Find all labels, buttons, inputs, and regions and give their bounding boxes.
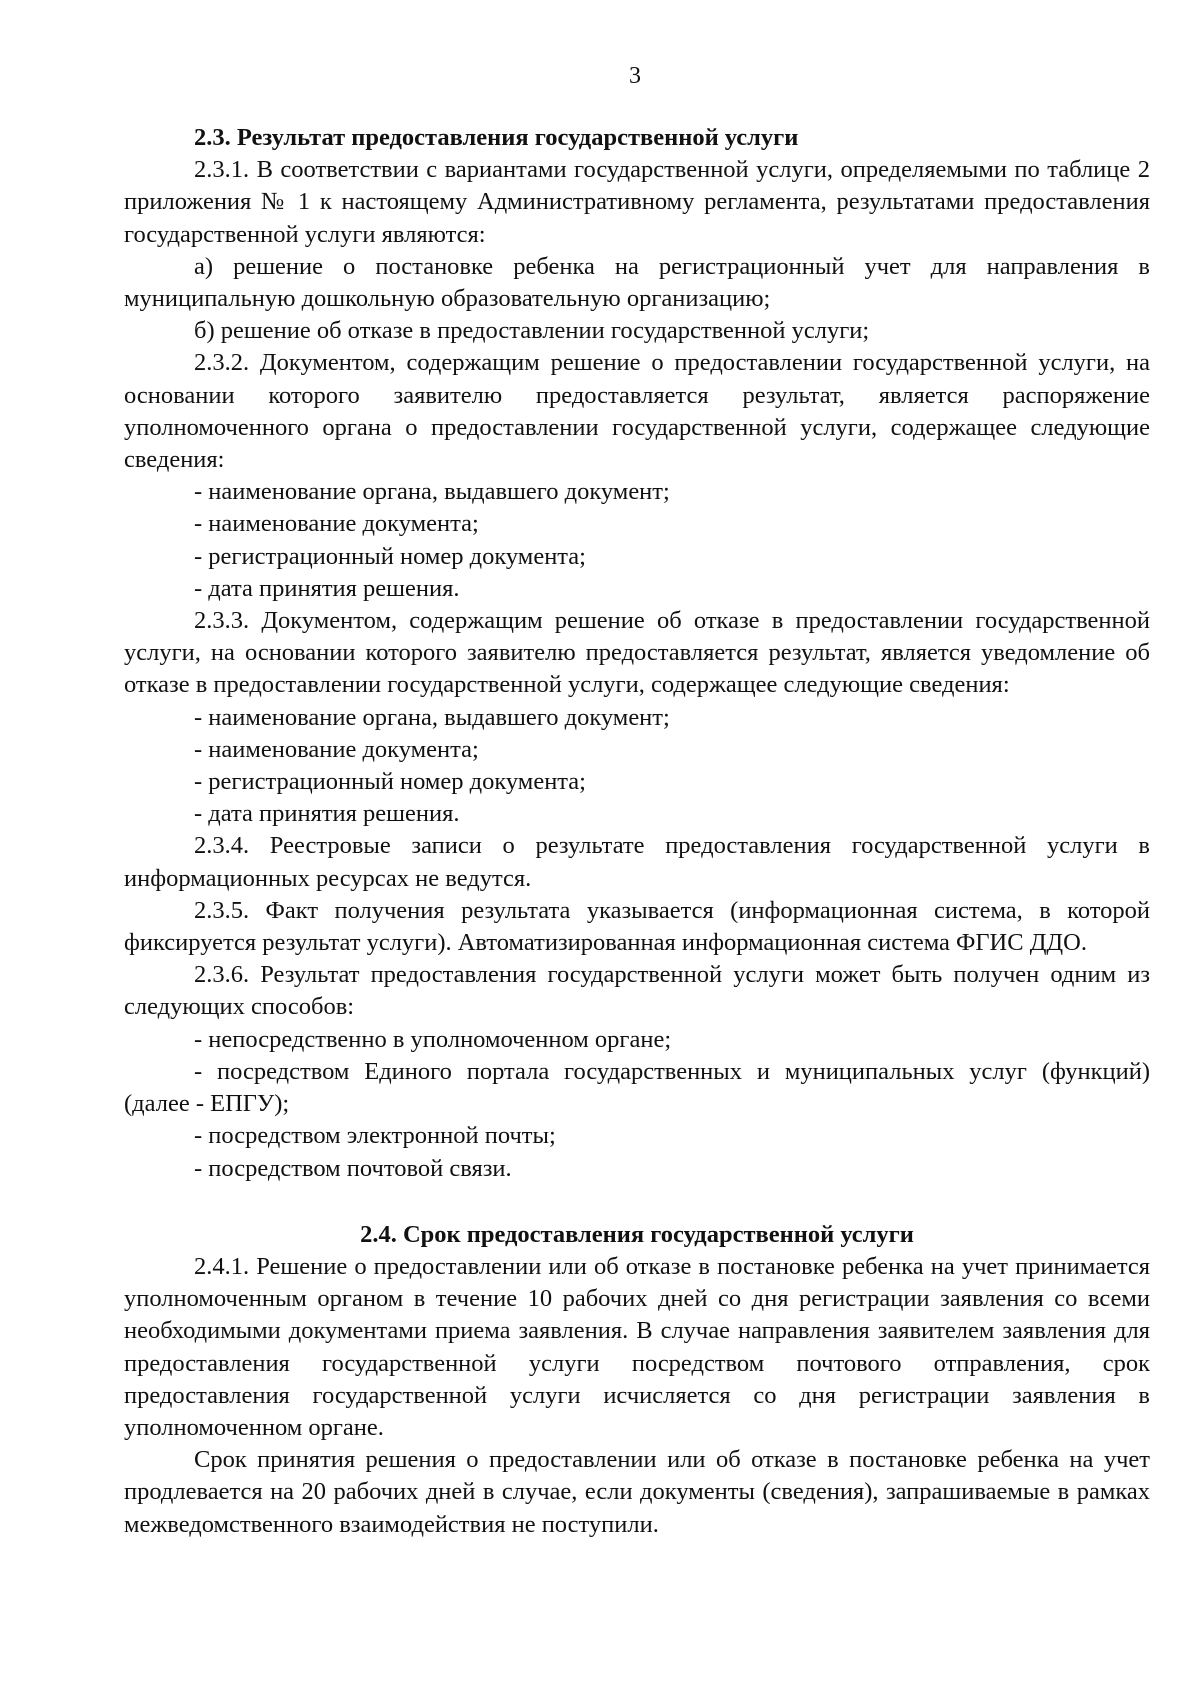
list-item: - наименование документа;: [194, 735, 479, 763]
list-item: - дата принятия решения.: [194, 574, 460, 602]
list-item: - наименование органа, выдавшего документ;: [194, 703, 670, 731]
list-item: - регистрационный номер документа;: [194, 542, 586, 570]
paragraph-2-4-1: 2.4.1. Решение о предоставлении или об отказе в постановке ребенка на учет принимается уполномоченным органом в течение 10 рабочих дней со дня регистрации заявления со всеми необходимыми документами приема заявления. В случае направления заявителем заявления для предоставления государственной услуги посредством почтового отправления, срок предоставления государственной услуги исчисляется со дня регистрации заявления в уполномоченном органе.: [124, 1252, 1150, 1441]
paragraph-2-3-2: 2.3.2. Документом, содержащим решение о предоставлении государственной услуги, на основании которого заявителю предоставляется результат, является распоряжение уполномоченного органа о предоставлении государственной услуги, содержащее следующие сведения:: [124, 349, 1150, 474]
list-item: - дата принятия решения.: [194, 800, 460, 828]
paragraph-2-3-3: 2.3.3. Документом, содержащим решение об отказе в предоставлении государственной услуги, на основании которого заявителю предоставляется результат, является уведомление об отказе в предоставлении государственной услуги, содержащее следующие сведения:: [124, 607, 1150, 699]
paragraph-2-3-5: 2.3.5. Факт получения результата указывается (информационная система, в которой фиксируется результат услуги). Автоматизированная информационная система ФГИС ДДО.: [124, 896, 1150, 957]
list-item: - посредством электронной почты;: [194, 1122, 556, 1150]
paragraph-2-3-6: 2.3.6. Результат предоставления государственной услуги может быть получен одним из следующих способов:: [124, 961, 1150, 1021]
section-heading-2-3: 2.3. Результат предоставления государственной услуги: [194, 124, 799, 151]
page-number: 3: [629, 63, 641, 89]
list-item: - наименование документа;: [194, 510, 479, 538]
paragraph-2-3-4: 2.3.4. Реестровые записи о результате предоставления государственной услуги в информационных ресурсах не ведутся.: [124, 832, 1150, 892]
list-item: - наименование органа, выдавшего документ;: [194, 478, 670, 506]
section-heading-2-4: 2.4. Срок предоставления государственной услуги: [360, 1220, 914, 1248]
list-item: - посредством почтовой связи.: [194, 1154, 512, 1182]
list-item: - посредством Единого портала государственных и муниципальных услуг (функций) (далее - ЕПГУ);: [124, 1057, 1150, 1118]
paragraph-2-4-1-extension: Срок принятия решения о предоставлении или об отказе в постановке ребенка на учет продлевается на 20 рабочих дней в случае, если документы (сведения), запрашиваемые в рамках межведомственного взаимодействия не поступили.: [124, 1446, 1150, 1538]
paragraph-2-3-1-a: а) решение о постановке ребенка на регистрационный учет для направления в муниципальную дошкольную образовательную организацию;: [124, 252, 1150, 313]
document-body: [124, 122, 1150, 1541]
paragraph-2-3-1: 2.3.1. В соответствии с вариантами государственной услуги, определяемыми по таблице 2 приложения № 1 к настоящему Административному регламента, результатами предоставления государственной услуги являются:: [124, 156, 1150, 248]
list-item: - непосредственно в уполномоченном органе;: [194, 1025, 672, 1053]
paragraph-2-3-1-b: б) решение об отказе в предоставлении государственной услуги;: [194, 317, 870, 345]
list-item: - регистрационный номер документа;: [194, 768, 586, 796]
